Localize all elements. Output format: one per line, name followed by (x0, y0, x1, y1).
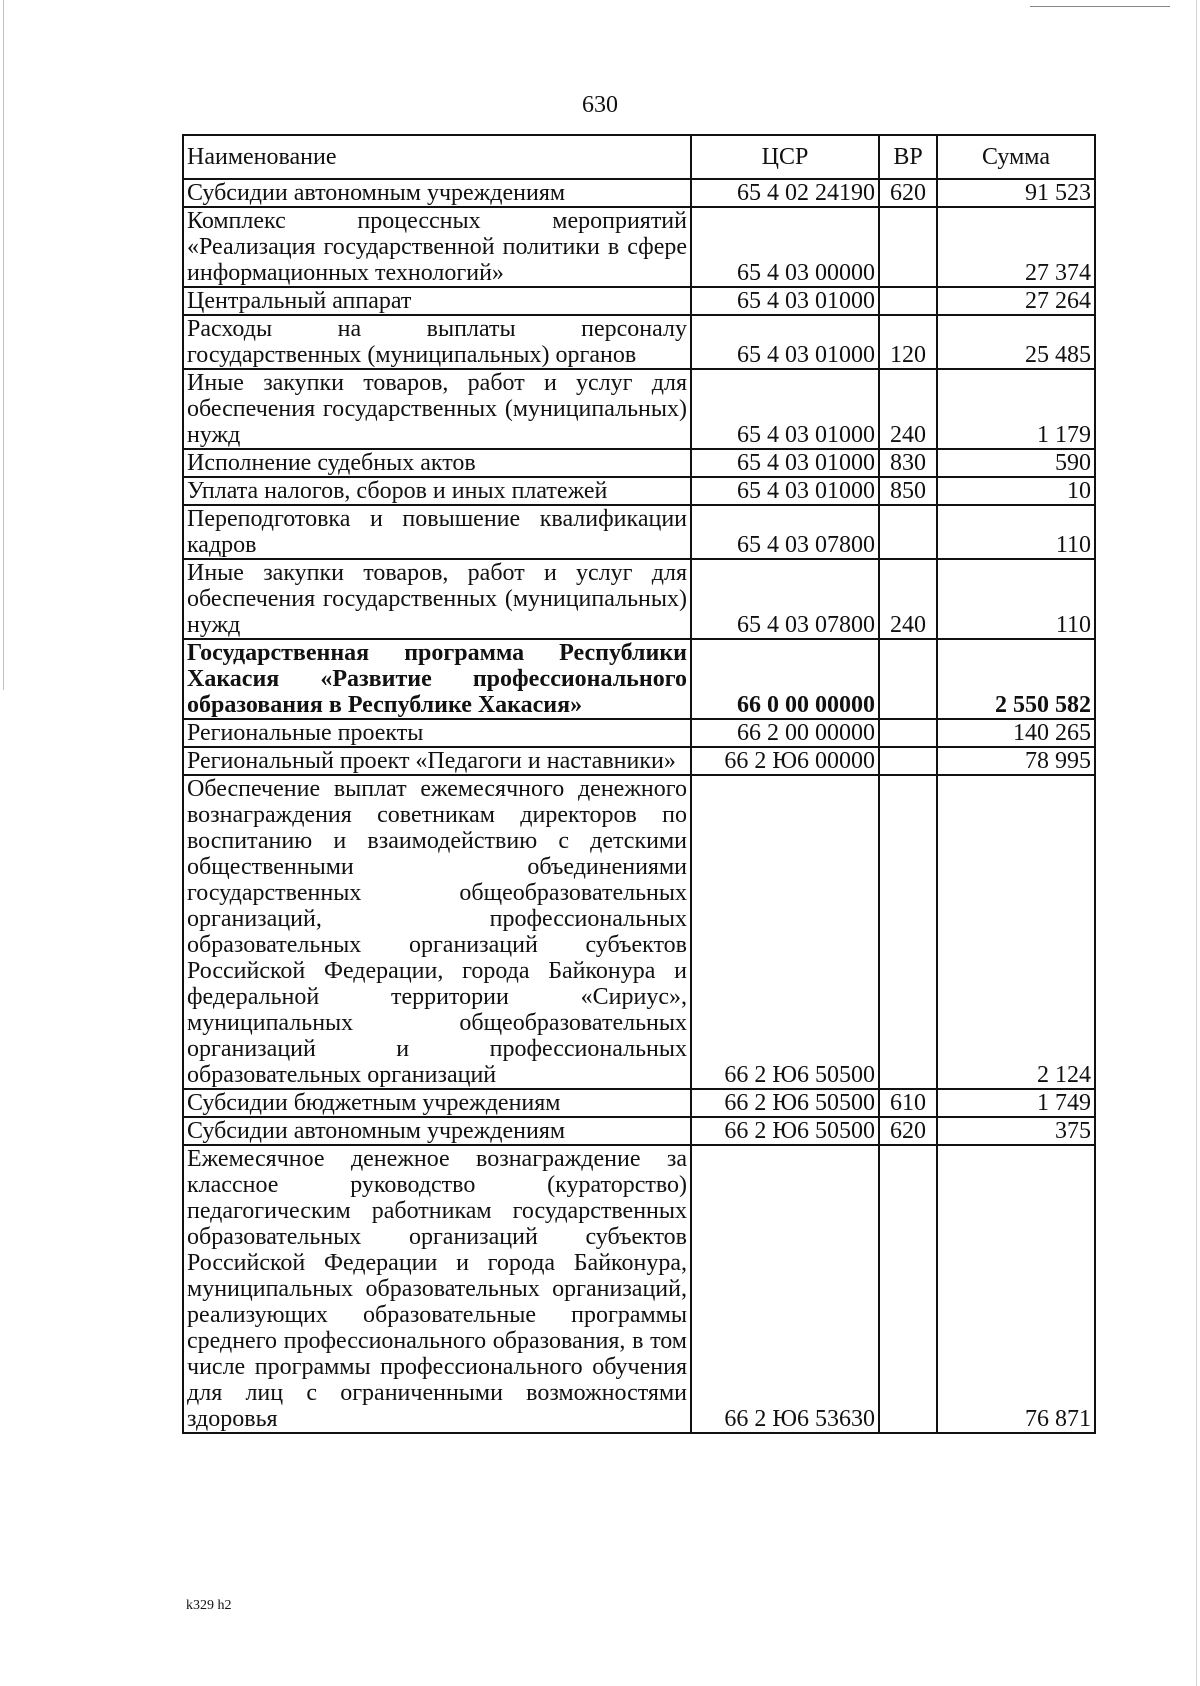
cell-name: Иные закупки товаров, работ и услуг для обеспечения государственных (муниципальных) нужд (183, 369, 691, 449)
scan-top-mark (1030, 6, 1170, 7)
table-row (183, 639, 1095, 719)
cell-name: Субсидии автономным учреждениям (183, 179, 691, 207)
cell-name: Региональные проекты (183, 719, 691, 747)
cell-sum: 375 (937, 1117, 1095, 1145)
cell-vr: 240 (879, 559, 937, 639)
footer-code: k329 h2 (186, 1598, 232, 1613)
cell-sum: 1 749 (937, 1089, 1095, 1117)
cell-csr: 65 4 03 01000 (691, 449, 879, 477)
cell-csr: 66 0 00 00000 (691, 639, 879, 719)
table-row (183, 315, 1095, 369)
cell-sum: 91 523 (937, 179, 1095, 207)
cell-vr: 620 (879, 1117, 937, 1145)
cell-csr: 66 2 Ю6 50500 (691, 1117, 879, 1145)
cell-name: Ежемесячное денежное вознаграждение за классное руководство (кураторство) педагогическим работникам государственных образовательных организаций субъектов Российской Федерации и города Байконура, муниципальных образовательных организаций, реализующих образовательные программы среднего профессионального образования, в том числе программы профессионального обучения для лиц с ограниченными возможностями здоровья (183, 1145, 691, 1433)
cell-vr (879, 775, 937, 1089)
cell-csr: 65 4 03 01000 (691, 315, 879, 369)
cell-csr: 66 2 00 00000 (691, 719, 879, 747)
cell-name: Расходы на выплаты персоналу государственных (муниципальных) органов (183, 315, 691, 369)
cell-csr: 65 4 02 24190 (691, 179, 879, 207)
cell-sum: 110 (937, 505, 1095, 559)
header-vr: ВР (879, 135, 937, 179)
table-row (183, 559, 1095, 639)
cell-sum: 2 124 (937, 775, 1095, 1089)
scan-edge-right (1196, 0, 1197, 1686)
cell-sum: 590 (937, 449, 1095, 477)
cell-name: Центральный аппарат (183, 287, 691, 315)
cell-vr (879, 747, 937, 775)
cell-csr: 65 4 03 01000 (691, 369, 879, 449)
cell-csr: 66 2 Ю6 53630 (691, 1145, 879, 1433)
cell-vr (879, 1145, 937, 1433)
cell-csr: 65 4 03 07800 (691, 559, 879, 639)
table-row (183, 287, 1095, 315)
cell-sum: 27 374 (937, 207, 1095, 287)
table-row (183, 1089, 1095, 1117)
table-row (183, 505, 1095, 559)
cell-sum: 1 179 (937, 369, 1095, 449)
cell-name: Переподготовка и повышение квалификации кадров (183, 505, 691, 559)
cell-sum: 2 550 582 (937, 639, 1095, 719)
cell-name: Обеспечение выплат ежемесячного денежного вознаграждения советникам директоров по воспитанию и взаимодействию с детскими общественными объединениями государственных общеобразовательных организаций, профессиональных образовательных организаций субъектов Российской Федерации, города Байконура и федеральной территории «Сириус», муниципальных общеобразовательных организаций и профессиональных образовательных организаций (183, 775, 691, 1089)
cell-csr: 65 4 03 01000 (691, 287, 879, 315)
cell-sum: 110 (937, 559, 1095, 639)
table-row (183, 449, 1095, 477)
cell-sum: 140 265 (937, 719, 1095, 747)
table-row (183, 477, 1095, 505)
table-row (183, 1117, 1095, 1145)
cell-vr: 120 (879, 315, 937, 369)
cell-vr: 240 (879, 369, 937, 449)
cell-vr (879, 207, 937, 287)
cell-name: Субсидии бюджетным учреждениям (183, 1089, 691, 1117)
cell-vr: 850 (879, 477, 937, 505)
cell-vr (879, 505, 937, 559)
cell-vr (879, 639, 937, 719)
header-csr: ЦСР (691, 135, 879, 179)
cell-vr: 830 (879, 449, 937, 477)
cell-vr (879, 719, 937, 747)
cell-vr (879, 287, 937, 315)
cell-name: Уплата налогов, сборов и иных платежей (183, 477, 691, 505)
table-row (183, 719, 1095, 747)
header-sum: Сумма (937, 135, 1095, 179)
cell-name: Региональный проект «Педагоги и наставники» (183, 747, 691, 775)
cell-vr: 610 (879, 1089, 937, 1117)
header-name: Наименование (183, 135, 691, 179)
table-row (183, 207, 1095, 287)
cell-name: Иные закупки товаров, работ и услуг для обеспечения государственных (муниципальных) нужд (183, 559, 691, 639)
cell-sum: 27 264 (937, 287, 1095, 315)
budget-table (182, 134, 1096, 1434)
cell-csr: 66 2 Ю6 50500 (691, 1089, 879, 1117)
cell-name: Исполнение судебных актов (183, 449, 691, 477)
table-body (183, 179, 1095, 1433)
table-row (183, 747, 1095, 775)
cell-csr: 66 2 Ю6 50500 (691, 775, 879, 1089)
page-number: 630 (582, 92, 618, 118)
cell-name: Государственная программа Республики Хакасия «Развитие профессионального образования в Республике Хакасия» (183, 639, 691, 719)
cell-csr: 65 4 03 07800 (691, 505, 879, 559)
table-row (183, 179, 1095, 207)
table-row (183, 369, 1095, 449)
cell-name: Комплекс процессных мероприятий «Реализация государственной политики в сфере информационных технологий» (183, 207, 691, 287)
cell-sum: 76 871 (937, 1145, 1095, 1433)
cell-csr: 66 2 Ю6 00000 (691, 747, 879, 775)
cell-sum: 25 485 (937, 315, 1095, 369)
cell-csr: 65 4 03 01000 (691, 477, 879, 505)
cell-sum: 78 995 (937, 747, 1095, 775)
table-row (183, 775, 1095, 1089)
table-row (183, 1145, 1095, 1433)
cell-csr: 65 4 03 00000 (691, 207, 879, 287)
cell-name: Субсидии автономным учреждениям (183, 1117, 691, 1145)
cell-vr: 620 (879, 179, 937, 207)
table-header-row (183, 135, 1095, 179)
cell-sum: 10 (937, 477, 1095, 505)
